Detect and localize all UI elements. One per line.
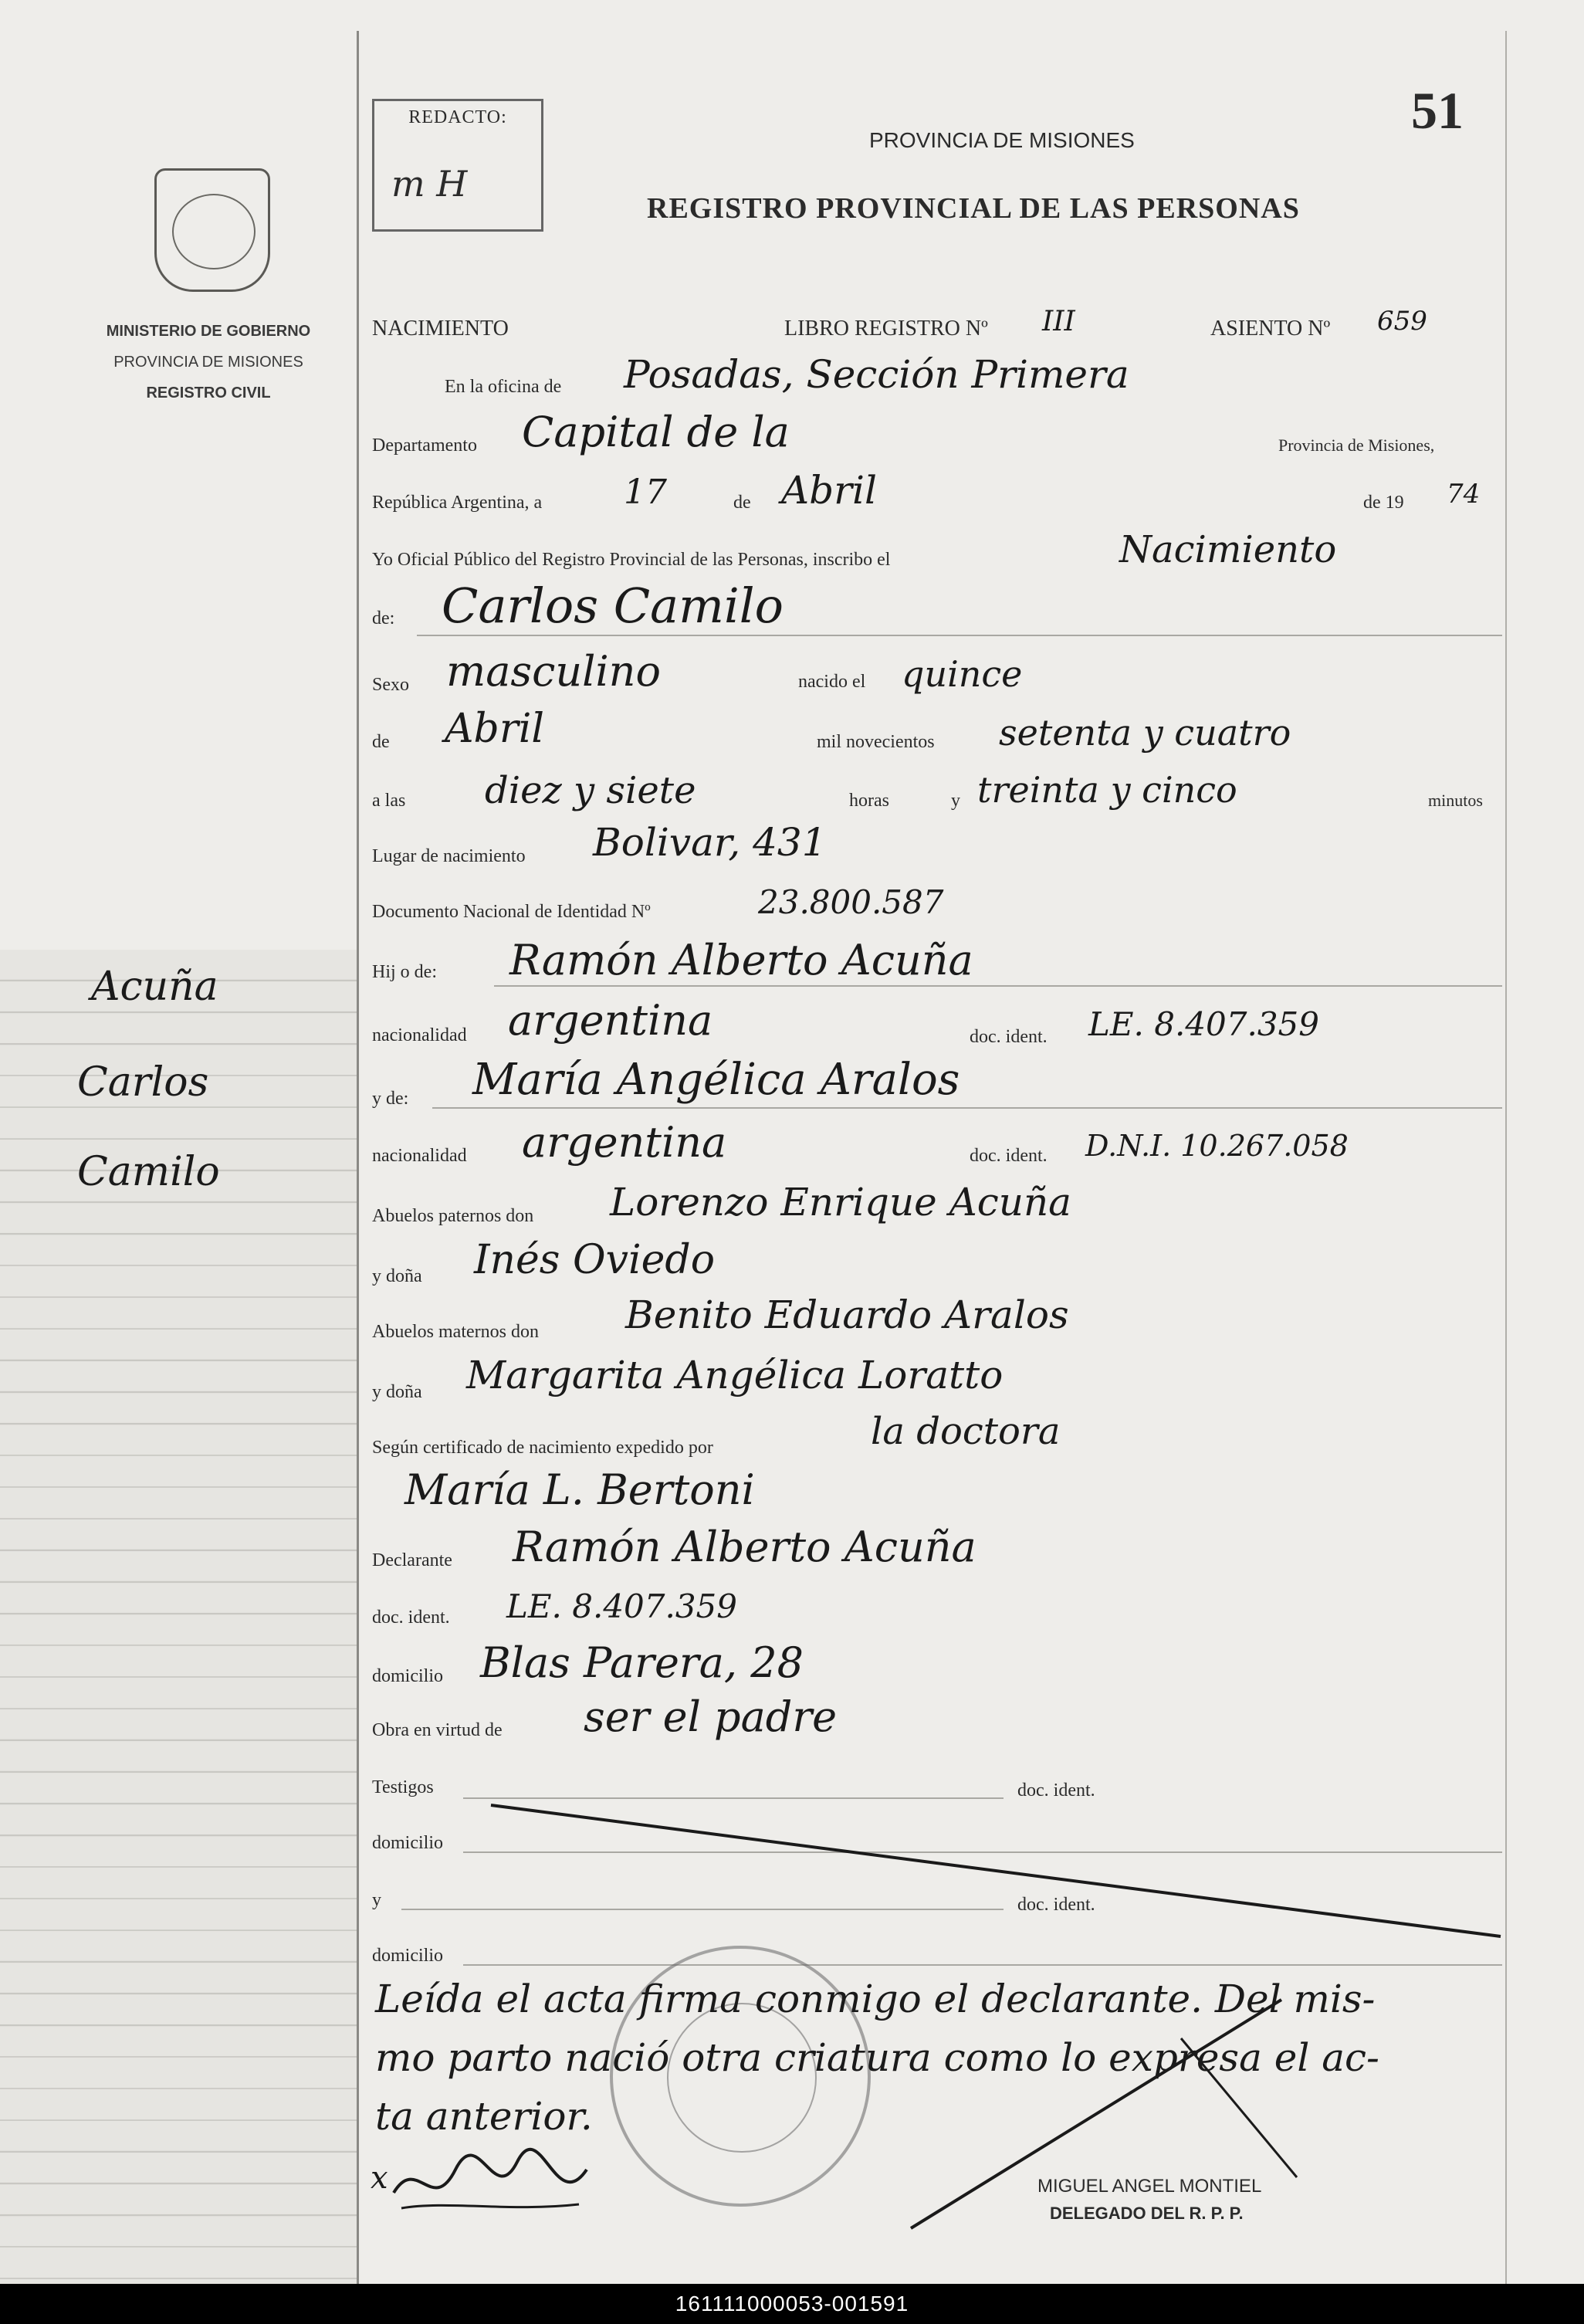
libro-value: III: [1042, 306, 1075, 337]
ministry-line2: PROVINCIA DE MISIONES: [113, 354, 303, 371]
province-heading: PROVINCIA DE MISIONES: [869, 128, 1135, 152]
yo-oficial-text: Yo Oficial Público del Registro Provincial de las Personas, inscribo el: [372, 550, 891, 570]
horas-value: diez y siete: [485, 769, 696, 812]
nac2-value: argentina: [522, 1118, 727, 1167]
provincia-suffix: Provincia de Misiones,: [1278, 435, 1435, 455]
libro-label: LIBRO REGISTRO Nº: [784, 317, 988, 340]
medica-value: María L. Bertoni: [404, 1465, 755, 1514]
asiento-label: ASIENTO Nº: [1210, 317, 1331, 340]
footer-code: 161111000053-001591: [0, 2284, 1584, 2324]
madre-value: María Angélica Aralos: [472, 1055, 960, 1105]
nombre-value: Carlos Camilo: [442, 578, 784, 634]
abp-dona-value: Inés Oviedo: [474, 1237, 716, 1283]
doc2-value: D.N.I. 10.267.058: [1085, 1129, 1349, 1163]
nac1-label: nacionalidad: [372, 1025, 467, 1045]
anio-nac-value: setenta y cuatro: [999, 712, 1291, 754]
y-label: y: [951, 791, 960, 811]
declarante-label: Declarante: [372, 1550, 452, 1570]
minutos-value: treinta y cinco: [977, 769, 1237, 811]
official-name: MIGUEL ANGEL MONTIEL: [1037, 2176, 1262, 2197]
signature-mark: x: [371, 2160, 388, 2196]
page-number: 51: [1411, 81, 1464, 140]
testigos-doc-label: doc. ident.: [1017, 1780, 1095, 1801]
note-line2: mo parto nació otra criatura como lo expresa el ac-: [375, 2035, 1379, 2080]
departamento-label: Departamento: [372, 435, 477, 456]
nac2-label: nacionalidad: [372, 1146, 467, 1166]
note-line1: Leída el acta firma conmigo el declarante. Del mis-: [375, 1977, 1376, 2021]
lugar-value: Bolivar, 431: [593, 820, 827, 865]
segun-value: la doctora: [871, 1410, 1061, 1453]
registry-title: REGISTRO PROVINCIAL DE LAS PERSONAS: [647, 192, 1300, 225]
mes-value: Abril: [781, 468, 877, 513]
yde-label: y de:: [372, 1089, 409, 1109]
domicilio3-label: domicilio: [372, 1946, 443, 1966]
hijo-label: Hij o de:: [372, 962, 437, 982]
obra-label: Obra en virtud de: [372, 1720, 503, 1740]
abm-don-value: Benito Eduardo Aralos: [625, 1292, 1069, 1337]
nac1-value: argentina: [508, 996, 713, 1045]
domicilio-value: Blas Parera, 28: [480, 1638, 804, 1687]
domicilio-label: domicilio: [372, 1666, 443, 1686]
declarant-signature: [386, 2139, 602, 2224]
abm-dona-label: y doña: [372, 1382, 422, 1402]
sexo-value: masculino: [446, 647, 661, 696]
note-line3: ta anterior.: [375, 2094, 593, 2139]
nacido-label: nacido el: [798, 672, 866, 692]
dia-value: 17: [624, 473, 667, 512]
anio-value: 74: [1447, 479, 1481, 510]
abp-don-value: Lorenzo Enrique Acuña: [610, 1180, 1071, 1225]
padre-value: Ramón Alberto Acuña: [509, 936, 973, 984]
lugar-label: Lugar de nacimiento: [372, 846, 526, 866]
y2-label: y: [372, 1890, 381, 1910]
margin-note-name2: Camilo: [77, 1149, 220, 1195]
oficina-label: En la oficina de: [445, 377, 562, 397]
official-title: DELEGADO DEL R. P. P.: [1050, 2204, 1244, 2223]
segun-label: Según certificado de nacimiento expedido por: [372, 1438, 713, 1458]
margin-note-name1: Carlos: [77, 1059, 209, 1106]
horas-label: horas: [849, 791, 889, 811]
dni-label: Documento Nacional de Identidad Nº: [372, 902, 651, 922]
mil-label: mil novecientos: [817, 732, 935, 752]
redacto-initials: m H: [391, 163, 468, 205]
doc1-value: LE. 8.407.359: [1088, 1005, 1320, 1043]
nacimiento-label: NACIMIENTO: [372, 317, 509, 340]
minutos-label: minutos: [1428, 791, 1483, 810]
alas-label: a las: [372, 791, 406, 811]
testigos-label: Testigos: [372, 1777, 434, 1797]
ministry-line3: REGISTRO CIVIL: [146, 385, 271, 401]
margin-note-surname: Acuña: [91, 964, 218, 1010]
obra-value: ser el padre: [584, 1692, 838, 1741]
ministry-line1: MINISTERIO DE GOBIERNO: [106, 323, 311, 340]
de3-label: de: [372, 732, 390, 752]
republica-label: República Argentina, a: [372, 493, 543, 513]
doc-ident2-label: doc. ident.: [1017, 1895, 1095, 1915]
mes-nac-value: Abril: [445, 706, 544, 752]
doc1-label: doc. ident.: [970, 1027, 1048, 1047]
abm-label: Abuelos maternos don: [372, 1322, 539, 1342]
dni-value: 23.800.587: [758, 883, 944, 921]
abp-label: Abuelos paternos don: [372, 1206, 534, 1226]
de2-label: de:: [372, 608, 395, 628]
sexo-label: Sexo: [372, 675, 409, 695]
departamento-value: Capital de la: [522, 408, 790, 456]
domicilio2-label: domicilio: [372, 1833, 443, 1853]
anio-label: de 19: [1363, 493, 1404, 513]
inscribo-value: Nacimiento: [1119, 528, 1337, 571]
abm-dona-value: Margarita Angélica Loratto: [466, 1353, 1004, 1397]
de-label: de: [733, 493, 751, 513]
docdecl-value: LE. 8.407.359: [506, 1587, 738, 1625]
doc2-label: doc. ident.: [970, 1146, 1048, 1166]
redacto-label: REDACTO:: [408, 107, 507, 127]
declarante-value: Ramón Alberto Acuña: [513, 1523, 976, 1571]
asiento-value: 659: [1377, 306, 1427, 337]
abp-dona-label: y doña: [372, 1266, 422, 1286]
nacido-value: quince: [902, 653, 1023, 695]
oficina-value: Posadas, Sección Primera: [624, 352, 1129, 397]
docdecl-label: doc. ident.: [372, 1607, 450, 1628]
